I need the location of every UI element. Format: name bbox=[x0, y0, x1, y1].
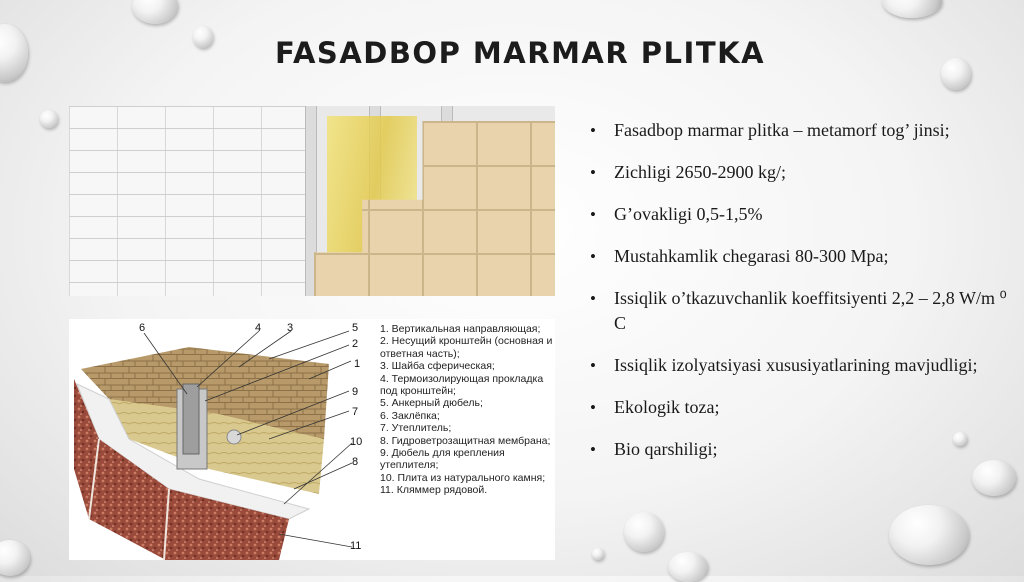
callout-label: 3 bbox=[287, 322, 294, 334]
list-item bbox=[590, 202, 1015, 227]
callout-label: 10 bbox=[350, 436, 363, 448]
list-item-text: Fasadbop marmar plitka – metamorf tog’ jinsi; bbox=[614, 120, 950, 140]
list-item bbox=[590, 286, 1015, 336]
callout-label: 5 bbox=[352, 322, 359, 334]
callout-label: 4 bbox=[255, 322, 262, 334]
list-item-text: Bio qarshiligi; bbox=[614, 439, 718, 459]
facade-section-diagram bbox=[69, 319, 555, 560]
legend-item: 11. Кляммер рядовой. bbox=[380, 484, 488, 497]
bullet-dot-icon: • bbox=[590, 398, 596, 417]
facade-section-drawing bbox=[69, 319, 379, 560]
water-drop-decoration bbox=[592, 548, 604, 560]
legend-item: 10. Плита из натурального камня; bbox=[380, 471, 546, 484]
properties-list bbox=[590, 118, 1015, 479]
list-item-text: Issiqlik izolyatsiyasi xususiyatlarining mavjudligi; bbox=[614, 355, 978, 375]
water-drop-decoration bbox=[668, 552, 708, 582]
bullet-dot-icon: • bbox=[590, 247, 596, 266]
dowel-shape bbox=[227, 430, 241, 444]
legend-item: 3. Шайба сферическая; bbox=[380, 360, 495, 373]
water-drop-decoration bbox=[889, 505, 969, 565]
list-item bbox=[590, 118, 1015, 143]
list-item-text: G’ovakligi 0,5-1,5% bbox=[614, 204, 763, 224]
list-item bbox=[590, 244, 1015, 269]
bullet-dot-icon: • bbox=[590, 356, 596, 375]
callout-label: 6 bbox=[139, 322, 146, 334]
diagram-legend bbox=[380, 323, 555, 497]
list-item bbox=[590, 395, 1015, 420]
list-item-text: Ekologik toza; bbox=[614, 397, 720, 417]
list-item-text: Mustahkamlik chegarasi 80-300 Mpa; bbox=[614, 246, 889, 266]
legend-item: 4. Термоизолирующая прокладка под кронштейн; bbox=[380, 372, 544, 398]
bullet-dot-icon: • bbox=[590, 121, 596, 140]
guide-rail-shape bbox=[183, 384, 199, 454]
bullet-dot-icon: • bbox=[590, 289, 596, 308]
bullet-dot-icon: • bbox=[590, 163, 596, 182]
water-drop-decoration bbox=[0, 24, 28, 82]
callout-label: 9 bbox=[352, 386, 359, 398]
callout-label: 8 bbox=[352, 456, 359, 468]
list-item-text: Zichligi 2650-2900 kg/; bbox=[614, 162, 786, 182]
water-drop-decoration bbox=[0, 540, 30, 576]
list-item bbox=[590, 437, 1015, 462]
callout-label: 2 bbox=[352, 338, 359, 350]
facade-photo bbox=[69, 106, 555, 296]
legend-item: 2. Несущий кронштейн (основная и ответная часть); bbox=[380, 335, 553, 360]
legend-item: 8. Гидроветрозащитная мембрана; bbox=[380, 434, 551, 447]
callout-label: 1 bbox=[354, 358, 361, 370]
water-drop-decoration bbox=[132, 0, 178, 24]
bullet-dot-icon: • bbox=[590, 205, 596, 224]
brick-wall-image bbox=[69, 106, 305, 296]
callout-label: 7 bbox=[352, 406, 359, 418]
list-item bbox=[590, 160, 1015, 185]
list-item bbox=[590, 353, 1015, 378]
bullet-dot-icon: • bbox=[590, 440, 596, 459]
legend-item: 5. Анкерный дюбель; bbox=[380, 397, 483, 410]
water-drop-decoration bbox=[624, 512, 664, 552]
legend-item: 6. Заклёпка; bbox=[380, 409, 440, 422]
water-drop-decoration bbox=[941, 58, 971, 90]
water-drop-decoration bbox=[40, 110, 58, 128]
slide-title: FASADBOP MARMAR PLITKA bbox=[275, 36, 766, 70]
list-item-text: Issiqlik o’tkazuvchanlik koeffitsiyenti 2,2 – 2,8 W/m ⁰ C bbox=[614, 288, 1007, 333]
legend-item: 9. Дюбель для крепления утеплителя; bbox=[380, 447, 505, 472]
legend-item: 7. Утеплитель; bbox=[380, 422, 452, 435]
legend-item: 1. Вертикальная направляющая; bbox=[380, 323, 541, 335]
callout-label: 11 bbox=[350, 540, 362, 552]
water-drop-decoration bbox=[193, 26, 213, 48]
water-drop-decoration bbox=[882, 0, 942, 18]
